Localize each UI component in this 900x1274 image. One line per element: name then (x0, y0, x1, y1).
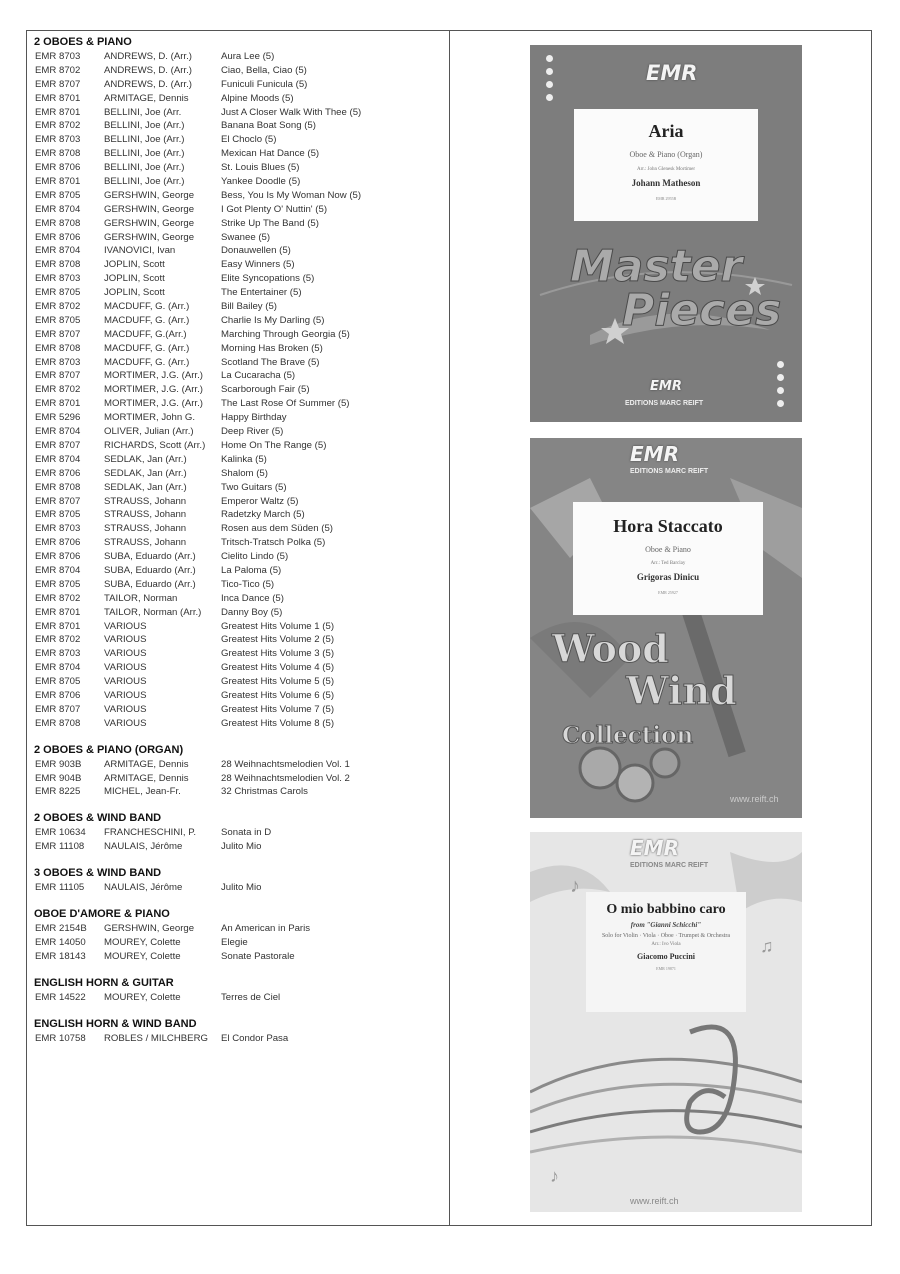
composer: MORTIMER, J.G. (Arr.) (104, 398, 203, 410)
composer: STRAUSS, Johann (104, 495, 187, 507)
work-title: Bill Bailey (5) (221, 301, 277, 313)
catalog-row (34, 647, 444, 661)
catalog-row (34, 564, 444, 578)
catalog-number: EMR 11108 (35, 841, 85, 853)
emr-logo-small: EMR (650, 379, 682, 394)
cover-number: EMR 25927 (658, 590, 678, 595)
catalog-row (34, 133, 444, 147)
catalog-number: EMR 8706 (35, 551, 81, 563)
work-title: Greatest Hits Volume 7 (5) (221, 703, 335, 715)
catalog-row (34, 758, 444, 772)
catalog-number: EMR 8705 (35, 189, 81, 201)
catalog-number: EMR 8708 (35, 717, 81, 729)
composer: BELLINI, Joe (Arr. (104, 106, 182, 118)
composer: MACDUFF, G.(Arr.) (104, 328, 187, 340)
catalog-row (34, 536, 444, 550)
composer: BELLINI, Joe (Arr.) (104, 162, 185, 174)
catalog-row (34, 991, 444, 1005)
composer: MOUREY, Colette (104, 991, 181, 1003)
catalog-row (34, 106, 444, 120)
composer: MACDUFF, G. (Arr.) (104, 342, 190, 354)
composer: VARIOUS (104, 620, 147, 632)
svg-text:♪: ♪ (570, 875, 580, 897)
composer: MORTIMER, John G. (104, 412, 195, 424)
catalog-row (34, 231, 444, 245)
work-title: Happy Birthday (221, 412, 287, 424)
binding-dots-top (546, 55, 554, 107)
catalog-number: EMR 8703 (35, 648, 81, 660)
composer: TAILOR, Norman (104, 592, 178, 604)
catalog-row (34, 936, 444, 950)
work-title: 32 Christmas Carols (221, 786, 308, 798)
cover-instrument: Oboe & Piano (645, 545, 691, 554)
composer: MACDUFF, G. (Arr.) (104, 314, 190, 326)
work-title: Home On The Range (5) (221, 439, 327, 451)
composer: NAULAIS, Jérôme (104, 882, 183, 894)
catalog-row (34, 453, 444, 467)
series-title-line1: Wood (552, 626, 669, 671)
catalog-number: EMR 8706 (35, 537, 81, 549)
work-title: Sonate Pastorale (221, 950, 295, 962)
work-title: Greatest Hits Volume 5 (5) (221, 676, 335, 688)
composer: SEDLAK, Jan (Arr.) (104, 453, 187, 465)
catalog-row (34, 147, 444, 161)
catalog-row (34, 383, 444, 397)
work-title: Scotland The Brave (5) (221, 356, 320, 368)
work-title: Greatest Hits Volume 2 (5) (221, 634, 335, 646)
cover-from: from "Gianni Schicchi" (630, 921, 702, 929)
work-title: Charlie Is My Darling (5) (221, 314, 325, 326)
work-title: Tritsch-Tratsch Polka (5) (221, 537, 326, 549)
composer: MORTIMER, J.G. (Arr.) (104, 384, 203, 396)
binding-dots-bottom (777, 361, 785, 413)
catalog-number: EMR 8707 (35, 439, 81, 451)
work-title: An American in Paris (221, 922, 311, 934)
composer: VARIOUS (104, 648, 147, 660)
svg-text:♫: ♫ (760, 936, 774, 956)
composer: VARIOUS (104, 676, 147, 688)
composer: VARIOUS (104, 662, 147, 674)
work-title: The Entertainer (5) (221, 287, 302, 299)
section-title: OBOE D'AMORE & PIANO (34, 907, 170, 920)
catalog-number: EMR 8701 (35, 92, 81, 104)
catalog-row (34, 397, 444, 411)
work-title: Strike Up The Band (5) (221, 217, 319, 229)
composer: SEDLAK, Jan (Arr.) (104, 467, 187, 479)
composer: VARIOUS (104, 634, 147, 646)
composer: NAULAIS, Jérôme (104, 841, 183, 853)
catalog-row (34, 826, 444, 840)
work-title: Elite Syncopations (5) (221, 273, 315, 285)
composer: MICHEL, Jean-Fr. (104, 786, 181, 798)
catalog-row (34, 840, 444, 854)
catalog-number: EMR 8702 (35, 592, 81, 604)
catalog-number: EMR 8703 (35, 51, 81, 62)
title-panel (586, 892, 746, 1012)
composer: MACDUFF, G. (Arr.) (104, 301, 190, 313)
work-title: I Got Plenty O' Nuttin' (5) (221, 203, 328, 215)
cover-hora-staccato (530, 438, 802, 818)
catalog-number: EMR 8704 (35, 564, 81, 576)
cover-arranger: Arr.: Ivo Viola (651, 942, 681, 947)
catalog-row (34, 550, 444, 564)
title-panel (574, 109, 758, 221)
catalog-row (34, 78, 444, 92)
catalog-number: EMR 8702 (35, 120, 81, 132)
catalog-listing (34, 35, 444, 1045)
work-title: Marching Through Georgia (5) (221, 328, 350, 340)
catalog-row (34, 481, 444, 495)
website: www.reift.ch (730, 794, 779, 804)
section-title: 2 OBOES & PIANO (34, 36, 132, 48)
catalog-number: EMR 8705 (35, 314, 81, 326)
work-title: Morning Has Broken (5) (221, 342, 323, 354)
work-title: Julito Mio (221, 841, 262, 853)
composer: SUBA, Eduardo (Arr.) (104, 578, 196, 590)
catalog-number: EMR 8707 (35, 328, 81, 340)
composer: MACDUFF, G. (Arr.) (104, 356, 190, 368)
catalog-number: EMR 10634 (35, 827, 86, 839)
catalog-number: EMR 8707 (35, 703, 81, 715)
work-title: Donauwellen (5) (221, 245, 291, 257)
series-title-line3: Collection (562, 722, 694, 749)
composer: GERSHWIN, George (104, 217, 195, 229)
catalog-row (34, 717, 444, 731)
work-title: El Choclo (5) (221, 134, 277, 146)
catalog-row (34, 203, 444, 217)
work-title: 28 Weihnachtsmelodien Vol. 1 (221, 758, 350, 770)
catalog-row (34, 92, 444, 106)
catalog-row (34, 661, 444, 675)
catalog-row (34, 675, 444, 689)
section-title: 2 OBOES & PIANO (ORGAN) (34, 743, 184, 756)
composer: BELLINI, Joe (Arr.) (104, 176, 185, 188)
catalog-row (34, 922, 444, 936)
catalog-number: EMR 8706 (35, 162, 81, 174)
work-title: Kalinka (5) (221, 453, 267, 465)
catalog-number: EMR 8705 (35, 578, 81, 590)
work-title: Funiculi Funicula (5) (221, 78, 308, 90)
composer: ARMITAGE, Dennis (104, 758, 189, 770)
composer: SEDLAK, Jan (Arr.) (104, 481, 187, 493)
work-title: El Condor Pasa (221, 1032, 289, 1044)
work-title: Easy Winners (5) (221, 259, 295, 271)
catalog-row (34, 606, 444, 620)
catalog-row (34, 161, 444, 175)
work-title: Alpine Moods (5) (221, 92, 294, 104)
cover-composer: Grigoras Dinicu (636, 572, 700, 582)
composer: JOPLIN, Scott (104, 259, 165, 271)
catalog-row (34, 522, 444, 536)
work-title: Greatest Hits Volume 1 (5) (221, 620, 335, 632)
catalog-number: EMR 14522 (35, 991, 86, 1003)
emr-logo: EMR (646, 61, 698, 85)
composer: ARMITAGE, Dennis (104, 92, 189, 104)
catalog-number: EMR 8701 (35, 106, 81, 118)
website: www.reift.ch (630, 1196, 679, 1206)
composer: VARIOUS (104, 703, 147, 715)
cover-composer: Johann Matheson (631, 178, 701, 188)
work-title: Yankee Doodle (5) (221, 176, 301, 188)
title-panel (573, 502, 763, 615)
catalog-row (34, 286, 444, 300)
publisher-name: EDITIONS MARC REIFT (630, 468, 709, 475)
catalog-row (34, 772, 444, 786)
composer: ANDREWS, D. (Arr.) (104, 64, 192, 76)
series-title-line2: Pieces (622, 285, 782, 336)
catalog-number: EMR 8704 (35, 426, 81, 438)
catalog-row (34, 356, 444, 370)
catalog-row (34, 189, 444, 203)
catalog-number: EMR 8704 (35, 203, 81, 215)
catalog-number: EMR 8701 (35, 620, 81, 632)
composer: SUBA, Eduardo (Arr.) (104, 551, 196, 563)
emr-logo: EMR (630, 442, 679, 466)
work-title: Banana Boat Song (5) (221, 120, 316, 132)
catalog-number: EMR 8705 (35, 287, 81, 299)
work-title: Two Guitars (5) (221, 481, 287, 493)
composer: STRAUSS, Johann (104, 537, 187, 549)
column-divider (449, 30, 450, 1226)
catalog-number: EMR 8225 (35, 786, 81, 798)
work-title: 28 Weihnachtsmelodien Vol. 2 (221, 772, 350, 784)
composer: BELLINI, Joe (Arr.) (104, 134, 185, 146)
composer: MORTIMER, J.G. (Arr.) (104, 370, 203, 382)
composer: TAILOR, Norman (Arr.) (104, 606, 202, 618)
series-title-line1: Master (570, 241, 743, 292)
composer: GERSHWIN, George (104, 189, 195, 201)
catalog-number: EMR 8703 (35, 356, 81, 368)
cover-instrument: Solo for Violin · Viola · Oboe · Trumpet & Orchestra (601, 933, 731, 939)
catalog-row (34, 950, 444, 964)
catalog-row (34, 439, 444, 453)
catalog-row (34, 369, 444, 383)
catalog-row (34, 119, 444, 133)
catalog-row (34, 592, 444, 606)
composer: STRAUSS, Johann (104, 509, 187, 521)
composer: GERSHWIN, George (104, 231, 195, 243)
catalog-row (34, 620, 444, 634)
catalog-number: EMR 8707 (35, 78, 81, 90)
work-title: Cielito Lindo (5) (221, 551, 289, 563)
composer: ARMITAGE, Dennis (104, 772, 189, 784)
catalog-row (34, 508, 444, 522)
composer: BELLINI, Joe (Arr.) (104, 120, 185, 132)
work-title: Bess, You Is My Woman Now (5) (221, 189, 362, 201)
catalog-number: EMR 5296 (35, 412, 81, 424)
work-title: Greatest Hits Volume 3 (5) (221, 648, 335, 660)
catalog-number: EMR 8701 (35, 398, 81, 410)
catalog-number: EMR 10758 (35, 1032, 86, 1044)
composer: ANDREWS, D. (Arr.) (104, 51, 192, 62)
catalog-number: EMR 8703 (35, 523, 81, 535)
work-title: Just A Closer Walk With Thee (5) (221, 106, 362, 118)
catalog-number: EMR 8702 (35, 64, 81, 76)
work-title: St. Louis Blues (5) (221, 162, 300, 174)
catalog-row (34, 342, 444, 356)
catalog-row (34, 314, 444, 328)
composer: GERSHWIN, George (104, 922, 195, 934)
cover-aria (530, 45, 802, 422)
cover-composer: Giacomo Puccini (637, 952, 695, 961)
catalog-number: EMR 2154B (35, 922, 87, 934)
catalog-number: EMR 18143 (35, 950, 86, 962)
work-title: Sonata in D (221, 827, 272, 839)
catalog-number: EMR 8707 (35, 370, 81, 382)
cover-title: Hora Staccato (613, 516, 723, 536)
catalog-row (34, 272, 444, 286)
composer: OLIVER, Julian (Arr.) (104, 426, 194, 438)
catalog-row (34, 217, 444, 231)
work-title: La Paloma (5) (221, 564, 282, 576)
publisher-name: EDITIONS MARC REIFT (625, 400, 704, 407)
work-title: Greatest Hits Volume 8 (5) (221, 717, 335, 729)
catalog-row (34, 328, 444, 342)
catalog-number: EMR 8704 (35, 662, 81, 674)
catalog-number: EMR 8703 (35, 134, 81, 146)
composer: ROBLES / MILCHBERG (104, 1032, 208, 1044)
catalog-row (34, 64, 444, 78)
catalog-row (34, 467, 444, 481)
catalog-number: EMR 8708 (35, 259, 81, 271)
catalog-row (34, 1032, 444, 1046)
work-title: Swanee (5) (221, 231, 271, 243)
catalog-number: EMR 8708 (35, 342, 81, 354)
work-title: Scarborough Fair (5) (221, 384, 310, 396)
cover-number: EMR 2955B (655, 196, 677, 201)
composer: SUBA, Eduardo (Arr.) (104, 564, 196, 576)
composer: VARIOUS (104, 717, 147, 729)
catalog-number: EMR 8705 (35, 509, 81, 521)
cover-title: Aria (648, 121, 684, 141)
work-title: Radetzky March (5) (221, 509, 305, 521)
composer: BELLINI, Joe (Arr.) (104, 148, 185, 160)
cover-number: EMR 19871 (656, 966, 676, 971)
cover-arranger: Arr.: John Glenesk Mortimer (636, 167, 696, 172)
catalog-row (34, 495, 444, 509)
catalog-row (34, 578, 444, 592)
catalog-number: EMR 8708 (35, 217, 81, 229)
catalog-number: EMR 8706 (35, 467, 81, 479)
composer: MOUREY, Colette (104, 950, 181, 962)
series-title-line2: Wind (626, 668, 737, 713)
work-title: Mexican Hat Dance (5) (221, 148, 320, 160)
composer: GERSHWIN, George (104, 203, 195, 215)
catalog-row (34, 258, 444, 272)
catalog-row (34, 425, 444, 439)
catalog-number: EMR 8704 (35, 245, 81, 257)
catalog-row (34, 785, 444, 799)
work-title: Ciao, Bella, Ciao (5) (221, 64, 307, 76)
work-title: Terres de Ciel (221, 991, 281, 1003)
catalog-row (34, 50, 444, 64)
work-title: Greatest Hits Volume 6 (5) (221, 689, 335, 701)
emr-logo: EMR (630, 836, 679, 860)
work-title: Rosen aus dem Süden (5) (221, 523, 333, 535)
catalog-row (34, 300, 444, 314)
catalog-number: EMR 14050 (35, 936, 86, 948)
catalog-number: EMR 11105 (35, 882, 85, 894)
catalog-number: EMR 8708 (35, 148, 81, 160)
catalog-number: EMR 8707 (35, 495, 81, 507)
catalog-number: EMR 8702 (35, 634, 81, 646)
catalog-number: EMR 8702 (35, 384, 81, 396)
composer: IVANOVICI, Ivan (104, 245, 176, 257)
work-title: Deep River (5) (221, 426, 284, 438)
composer: FRANCHESCHINI, P. (104, 827, 197, 839)
work-title: La Cucaracha (5) (221, 370, 296, 382)
cover-o-mio-babbino-caro (530, 832, 802, 1212)
composer: MOUREY, Colette (104, 936, 181, 948)
work-title: Danny Boy (5) (221, 606, 283, 618)
publisher-name: EDITIONS MARC REIFT (630, 862, 709, 869)
catalog-row (34, 881, 444, 895)
section-title: ENGLISH HORN & GUITAR (34, 976, 174, 989)
catalog-row (34, 244, 444, 258)
composer: JOPLIN, Scott (104, 287, 165, 299)
cover-mio-art (530, 832, 802, 1212)
svg-text:♪: ♪ (550, 1166, 559, 1186)
cover-instrument: Oboe & Piano (Organ) (629, 150, 703, 159)
cover-aria-art (530, 45, 802, 422)
composer: JOPLIN, Scott (104, 273, 165, 285)
work-title: Tico-Tico (5) (221, 578, 275, 590)
section-title: ENGLISH HORN & WIND BAND (34, 1017, 197, 1030)
section-title: 3 OBOES & WIND BAND (34, 867, 162, 880)
section-title: 2 OBOES & WIND BAND (34, 812, 162, 825)
composer: VARIOUS (104, 689, 147, 701)
catalog-row (34, 689, 444, 703)
catalog-number: EMR 8705 (35, 676, 81, 688)
work-title: Julito Mio (221, 882, 262, 894)
work-title: Emperor Waltz (5) (221, 495, 299, 507)
composer: STRAUSS, Johann (104, 523, 187, 535)
catalog-number: EMR 8708 (35, 481, 81, 493)
catalog-number: EMR 8701 (35, 176, 81, 188)
work-title: The Last Rose Of Summer (5) (221, 398, 350, 410)
work-title: Greatest Hits Volume 4 (5) (221, 662, 335, 674)
cover-arranger: Arr.: Ted Barclay (650, 561, 686, 566)
work-title: Shalom (5) (221, 467, 268, 479)
catalog-number: EMR 8703 (35, 273, 81, 285)
catalog-number: EMR 8701 (35, 606, 81, 618)
catalog-row (34, 703, 444, 717)
catalog-number: EMR 903B (35, 758, 82, 770)
catalog-row (34, 633, 444, 647)
catalog-number: EMR 8706 (35, 689, 81, 701)
catalog-row (34, 175, 444, 189)
catalog-number: EMR 8706 (35, 231, 81, 243)
composer: RICHARDS, Scott (Arr.) (104, 439, 206, 451)
work-title: Inca Dance (5) (221, 592, 284, 604)
work-title: Elegie (221, 936, 248, 948)
work-title: Aura Lee (5) (221, 51, 275, 62)
catalog-number: EMR 904B (35, 772, 82, 784)
catalog-number: EMR 8702 (35, 301, 81, 313)
cover-title: O mio babbino caro (606, 902, 726, 917)
composer: ANDREWS, D. (Arr.) (104, 78, 192, 90)
catalog-number: EMR 8704 (35, 453, 81, 465)
catalog-row (34, 411, 444, 425)
